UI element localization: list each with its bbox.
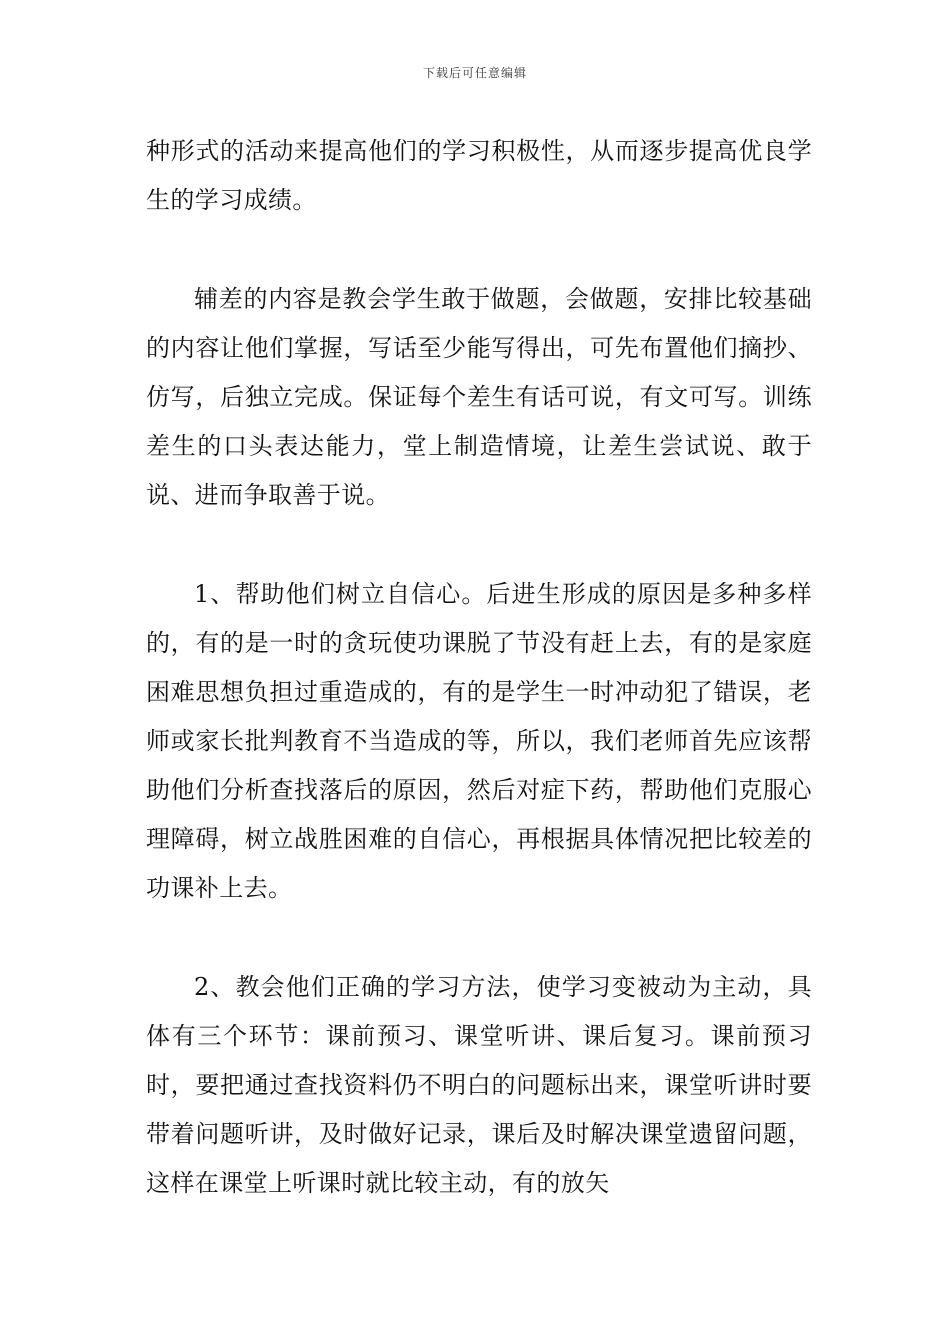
page-header: 下载后可任意编辑 xyxy=(422,66,527,80)
paragraph-tutoring-content: 辅差的内容是教会学生敢于做题，会做题，安排比较基础的内容让他们掌握，写话至少能写得出，可先布置他们摘抄、仿写，后独立完成。保证每个差生有话可说，有文可写。训练差生的口头表达能力，堂上制造情境，让差生尝试说、敢于说、进而争取善于说。 xyxy=(146,285,812,509)
paragraph-learning-methods: 2、教会他们正确的学习方法，使学习变被动为主动，具体有三个环节：课前预习、课堂听讲、课后复习。课前预习时，要把通过查找资料仍不明白的问题标出来，课堂听讲时要带着问题听讲，及时做好记录，课后及时解决课堂遗留问题，这样在课堂上听课时就比较主动，有的放矢 xyxy=(146,973,812,1197)
paragraph-self-confidence: 1、帮助他们树立自信心。后进生形成的原因是多种多样的，有的是一时的贪玩使功课脱了节没有赶上去，有的是家庭困难思想负担过重造成的，有的是学生一时冲动犯了错误，老师或家长批判教育不当造成的等，所以，我们老师首先应该帮助他们分析查找落后的原因，然后对症下药，帮助他们克服心理障碍，树立战胜困难的自信心，再根据具体情况把比较差的功课补上去。 xyxy=(146,580,812,902)
document-body xyxy=(146,127,812,1208)
paragraph-gap xyxy=(146,913,812,963)
paragraph-gap xyxy=(146,520,812,570)
paragraph-gap xyxy=(146,225,812,275)
paragraph-continuation: 种形式的活动来提高他们的学习积极性，从而逐步提高优良学生的学习成绩。 xyxy=(146,137,812,214)
